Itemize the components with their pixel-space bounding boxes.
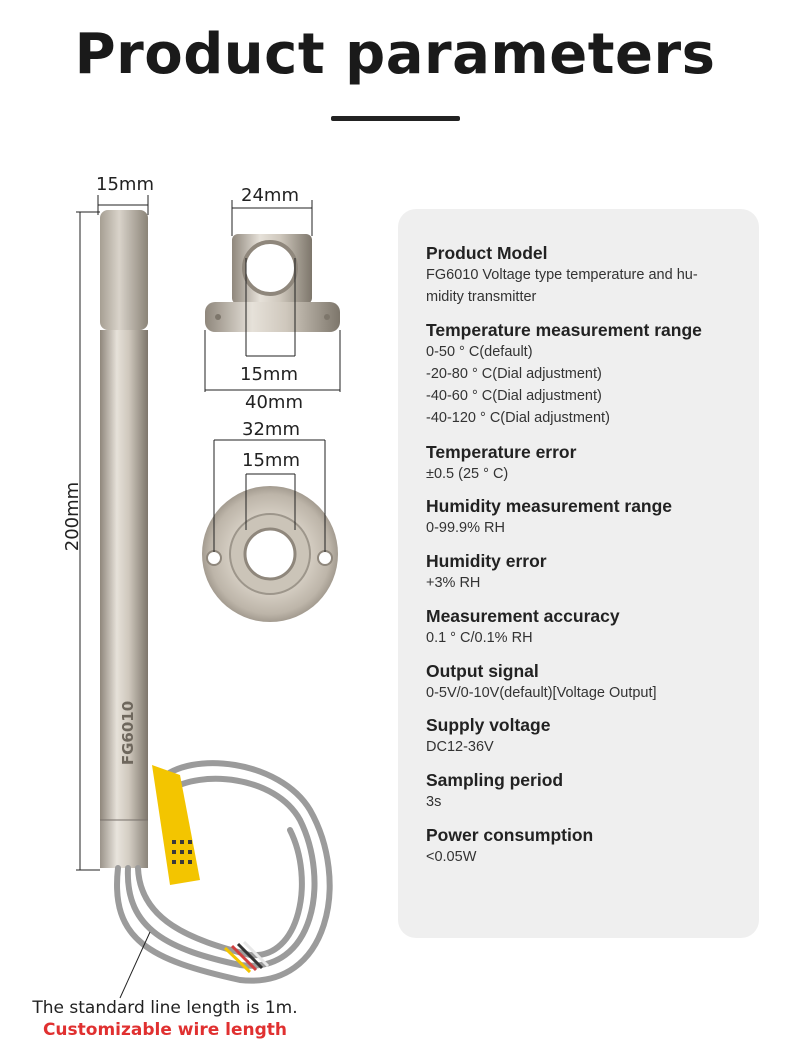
- mounting-bracket: [205, 234, 340, 332]
- param-value: <0.05W: [426, 849, 477, 865]
- param-value: 0-99.9% RH: [426, 520, 505, 536]
- flange-outer-label: 32mm: [242, 419, 300, 440]
- param-value: 0.1 ° C/0.1% RH: [426, 630, 533, 646]
- param-value: 0-50 ° C(default) -20-80 ° C(Dial adjustment) -40-60 ° C(Dial adjustment) -40-120 ° C(Dial adjustment): [426, 344, 610, 426]
- param-value: FG6010 Voltage type temperature and hu- midity transmitter: [426, 267, 698, 305]
- caption-pointer: [120, 932, 150, 998]
- param-product-model: [426, 242, 746, 308]
- param-temperature-error: [426, 441, 746, 485]
- flange-hole-label: 15mm: [242, 450, 300, 471]
- param-humidity-range: [426, 495, 746, 539]
- mounting-flange: [202, 486, 338, 622]
- bracket-top-label: 24mm: [241, 185, 299, 206]
- line-length-caption: The standard line length is 1m.: [32, 998, 298, 1018]
- param-label: Output signal: [426, 661, 539, 681]
- param-supply-voltage: [426, 714, 746, 758]
- custom-wire-caption: Customizable wire length: [42, 1020, 288, 1040]
- param-label: Sampling period: [426, 770, 564, 790]
- bracket-base-label: 40mm: [245, 392, 303, 413]
- param-label: Humidity error: [426, 551, 547, 571]
- param-measurement-accuracy: [426, 605, 746, 649]
- param-value: 3s: [426, 794, 442, 810]
- param-label: Measurement accuracy: [426, 606, 620, 626]
- param-output-signal: [426, 660, 746, 704]
- param-label: Power consumption: [426, 825, 594, 845]
- parameters-panel: [398, 209, 759, 938]
- probe-cable: [117, 763, 330, 981]
- probe-length-label: 200mm: [62, 481, 84, 552]
- param-temperature-range: [426, 319, 746, 429]
- param-sampling-period: [426, 769, 746, 813]
- param-label: Temperature error: [426, 442, 577, 462]
- param-power-consumption: [426, 824, 746, 868]
- param-label: Supply voltage: [426, 715, 551, 735]
- bracket-hole-label: 15mm: [240, 364, 298, 385]
- param-value: DC12-36V: [426, 739, 494, 755]
- param-label: Temperature measurement range: [426, 320, 702, 340]
- page-title: Product parameters: [74, 22, 716, 87]
- param-humidity-error: [426, 550, 746, 594]
- param-label: Product Model: [426, 243, 548, 263]
- param-label: Humidity measurement range: [426, 496, 673, 516]
- param-value: 0-5V/0-10V(default)[Voltage Output]: [426, 685, 657, 701]
- probe-marking: FG6010: [119, 700, 138, 766]
- param-value: +3% RH: [426, 575, 481, 591]
- probe-body: [100, 210, 148, 868]
- param-value: ±0.5 (25 ° C): [426, 466, 509, 482]
- probe-width-label: 15mm: [96, 174, 154, 195]
